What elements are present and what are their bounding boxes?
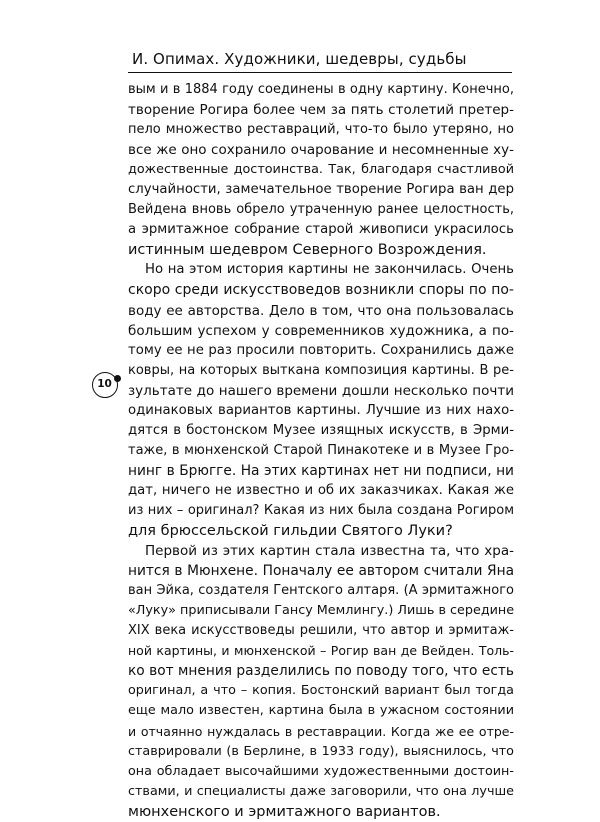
body-text: [128, 80, 514, 822]
text-line: Но на этом история картины не закончилась. Очень: [145, 262, 514, 278]
text-line: мюнхенского и эрмитажного вариантов.: [128, 803, 441, 820]
text-line: творение Рогира более чем за пять столетий претер-: [128, 102, 514, 119]
text-line: «Луку» приписывали Гансу Мемлингу.) Лишь в середине: [128, 603, 514, 619]
text-line: все же оно сохранило очарование и несомненные ху-: [128, 142, 514, 159]
text-line: случайности, замечательное творение Рогира ван дер: [128, 182, 514, 198]
text-line: зультате до нашего времени дошли несколько почти: [128, 382, 514, 399]
text-line: пело множество реставраций, что-то было утеряно, но: [128, 122, 514, 138]
running-header: И. Опимах. Художники, шедевры, судьбы: [132, 50, 467, 68]
text-line: ковры, на которых выткана композиция картины. В ре-: [128, 362, 514, 378]
text-line: тому ее не раз просили повторить. Сохранились даже: [128, 342, 514, 358]
text-line: она обладает высочайшими художественными достоин-: [128, 763, 514, 779]
text-line: ствами, и специалисты даже заговорили, что она лучше: [128, 783, 514, 799]
text-line: Вейдена вновь обрело утраченную ранее целостность,: [128, 202, 514, 218]
text-line: нинг в Брюгге. На этих картинах нет ни подписи, ни: [128, 462, 514, 479]
text-line: из них – оригинал? Какая из них была создана Рогиром: [128, 502, 514, 518]
badge-dot-icon: [114, 375, 121, 382]
text-line: скоро среди искусствоведов возникли споры по по-: [128, 282, 514, 299]
text-line: для брюссельской гильдии Святого Луки?: [128, 523, 453, 540]
text-line: дожественные достоинства. Так, благодаря счастливой: [128, 162, 514, 178]
text-line: таже, в мюнхенской Старой Пинакотеке и в Музее Гро-: [128, 442, 514, 458]
text-line: а эрмитажное собрание старой живописи украсилось: [128, 222, 514, 238]
text-line: вым и в 1884 году соединены в одну картину. Конечно,: [128, 82, 514, 97]
text-line: истинным шедевром Северного Возрождения.: [128, 242, 487, 259]
text-line: большим успехом у современников художника, а по-: [128, 322, 514, 339]
header-rule: [128, 72, 512, 73]
text-line: еще мало известен, картина была в ужасном состоянии: [128, 703, 514, 719]
page-number: 10: [97, 378, 112, 390]
text-line: дятся в бостонском Музее изящных искусств, в Эрми-: [128, 422, 514, 438]
text-line: и отчаянно нуждалась в реставрации. Когда же ее отре-: [128, 723, 514, 739]
text-line: дат, ничего не известно и об их заказчиках. Какая же: [128, 482, 514, 498]
text-line: нится в Мюнхене. Поначалу ее автором считали Яна: [128, 563, 514, 580]
text-line: Первой из этих картин стала известна та, что хра-: [145, 543, 514, 560]
text-line: одинаковых вариантов картины. Лучшие из них нахо-: [128, 402, 514, 418]
text-line: ко вот мнения разделились по поводу того, что есть: [128, 663, 514, 680]
text-line: ной картины, и мюнхенской – Рогир ван де Вейден. Толь-: [128, 643, 514, 659]
text-line: ван Эйка, создателя Гентского алтаря. (А эрмитажного: [128, 583, 514, 599]
text-line: воду ее авторства. Дело в том, что она пользовалась: [128, 302, 514, 319]
text-line: XIX века искусствоведы решили, что автор и эрмитаж-: [128, 623, 514, 639]
text-line: ставрировали (в Берлине, в 1933 году), выяснилось, что: [128, 743, 514, 759]
page-number-badge: [92, 372, 118, 398]
text-line: оригинал, а что – копия. Бостонский вариант был тогда: [128, 683, 514, 699]
